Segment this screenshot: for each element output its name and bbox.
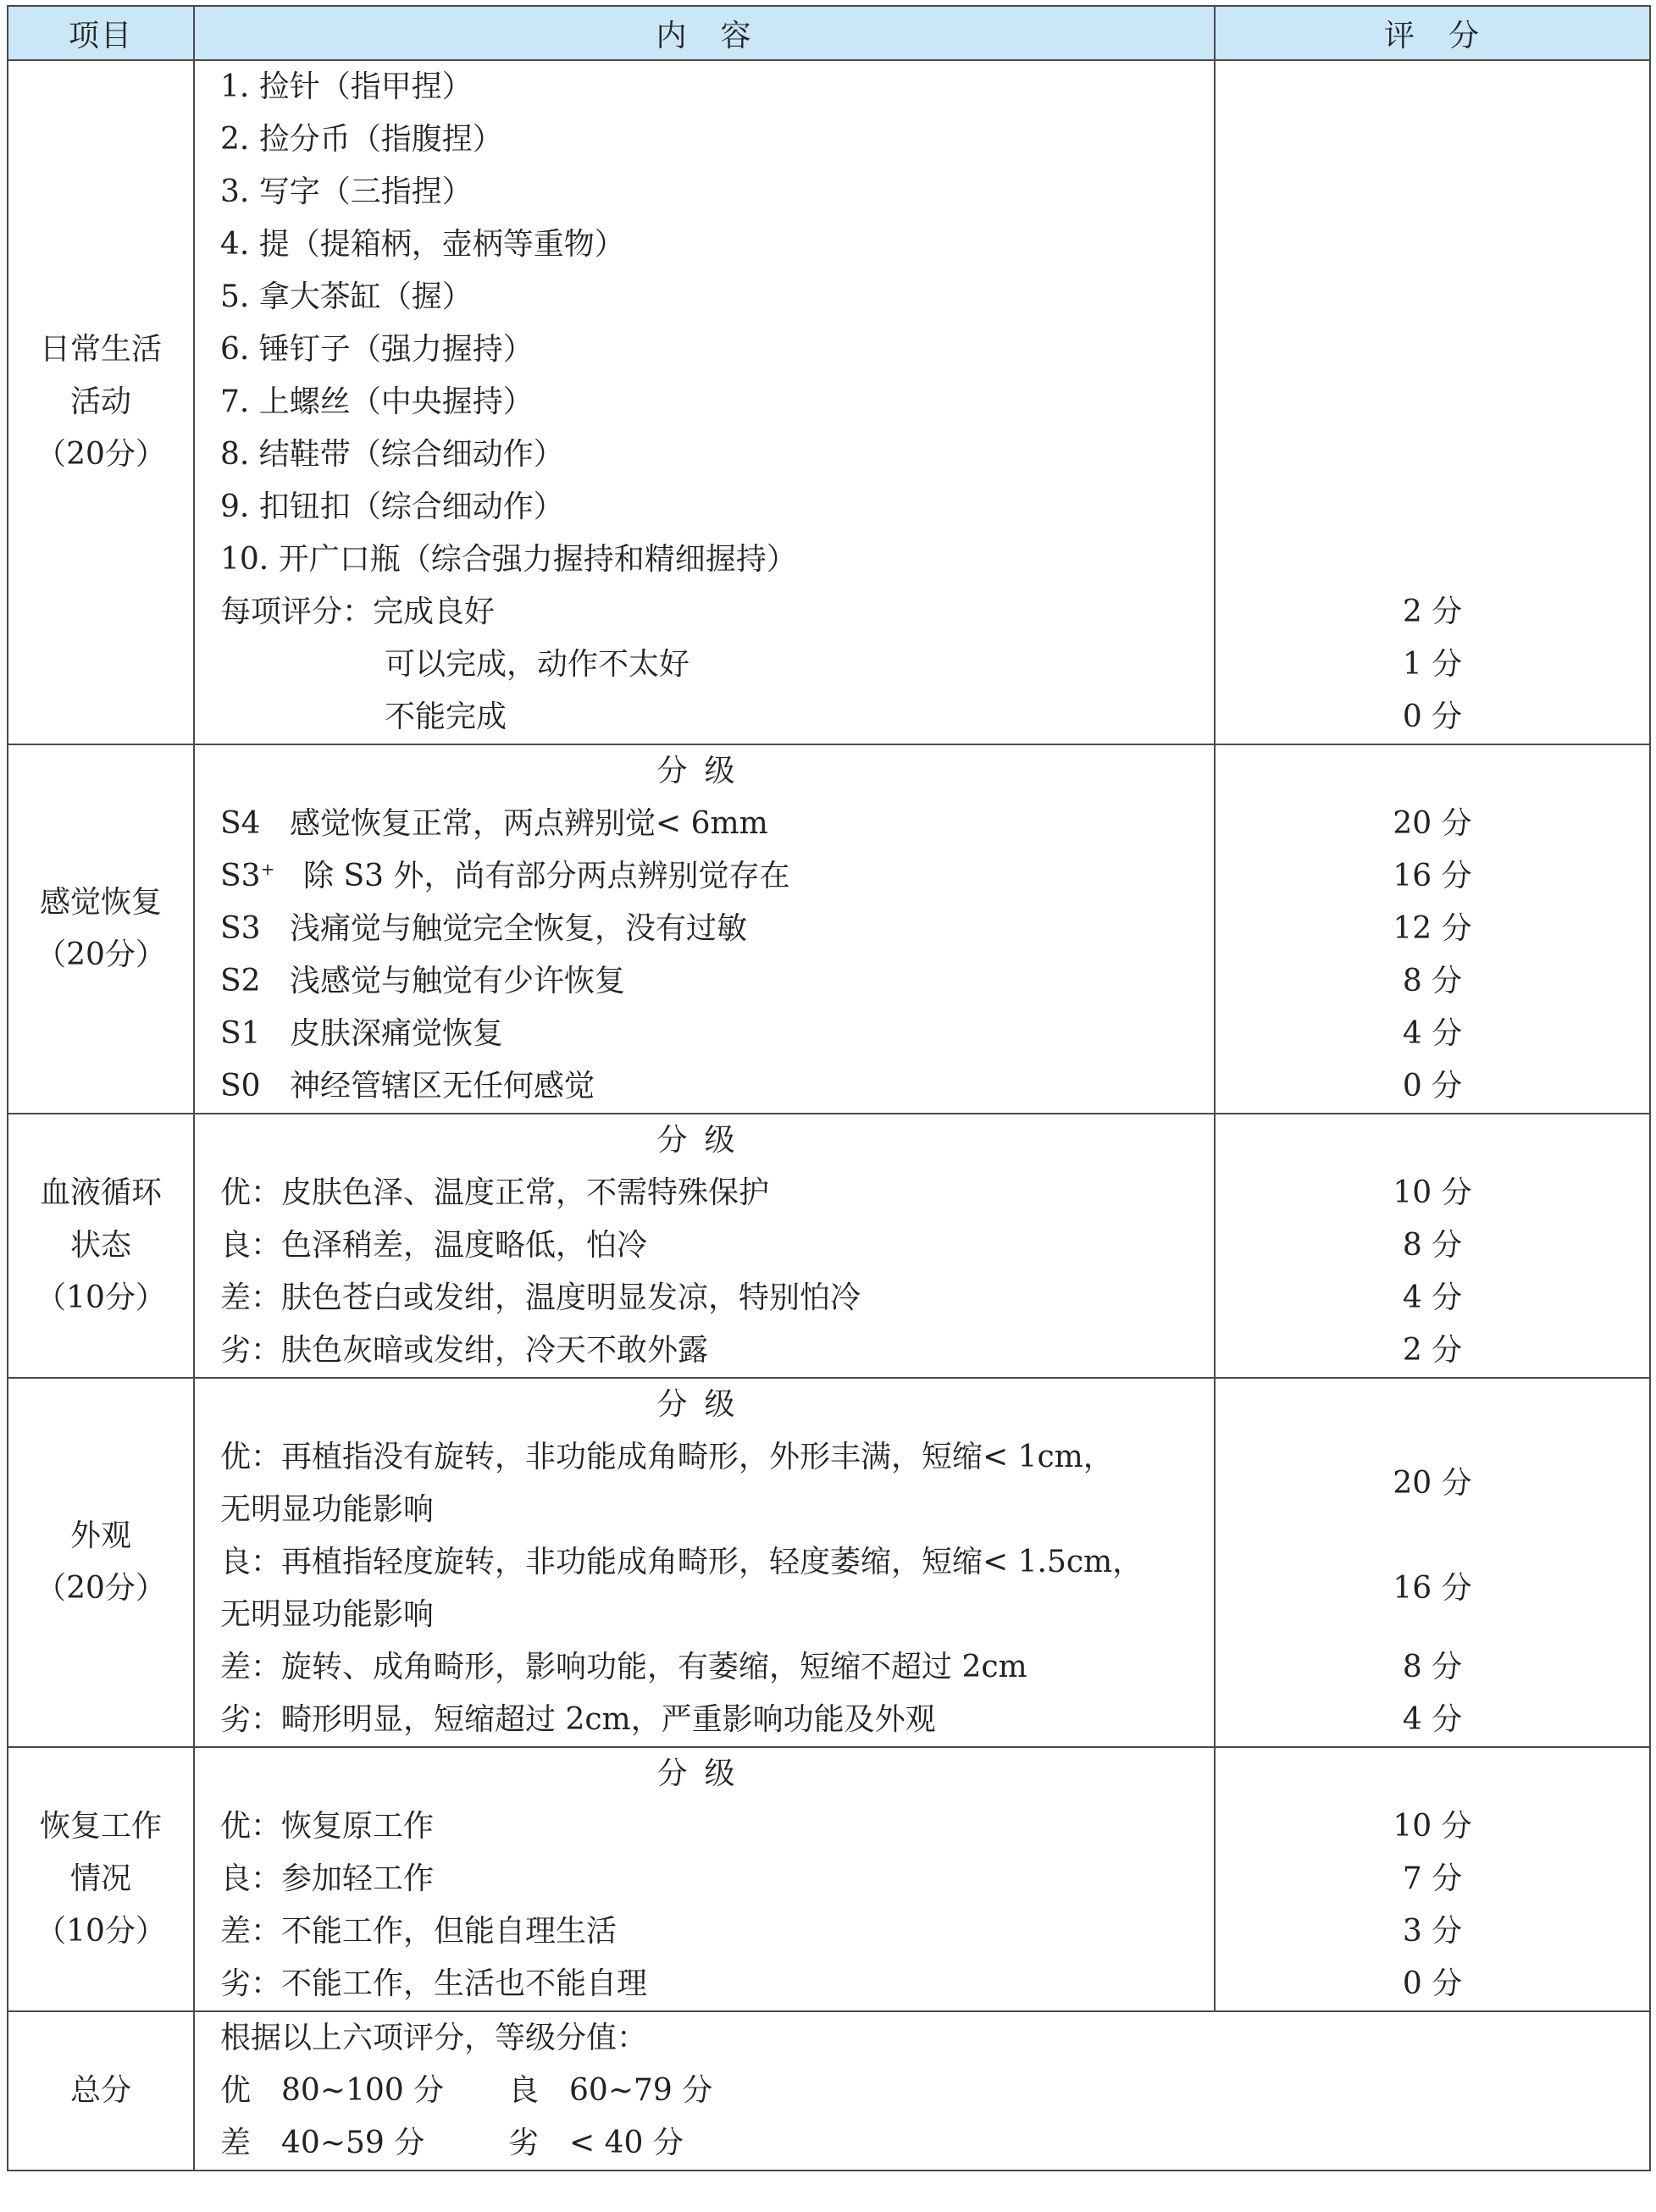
list-item: 6. 锤钉子（强力握持） xyxy=(220,332,534,367)
score-value: 8 分 xyxy=(1402,1650,1463,1684)
total-content xyxy=(194,2011,1650,2171)
header-score: 评 分 xyxy=(1215,6,1650,60)
list-item: 10. 开广口瓶（综合强力握持和精细握持） xyxy=(220,542,797,577)
list-item-continued: 无明显功能影响 xyxy=(220,1492,435,1527)
section-sensory xyxy=(8,744,1650,1114)
section-appearance xyxy=(8,1378,1650,1747)
grade-label: 分级 xyxy=(656,1123,752,1158)
score-value: 3 分 xyxy=(1402,1914,1463,1949)
appearance-content xyxy=(194,1378,1215,1747)
score-value: 2 分 xyxy=(1402,1333,1463,1368)
list-item: S1 皮肤深痛觉恢复 xyxy=(220,1016,504,1051)
score-value: 0 分 xyxy=(1402,1966,1463,2001)
category-circulation: 血液循环 状态 （10分） xyxy=(8,1114,194,1378)
grade-excellent: 优 80~100 分 xyxy=(220,2073,445,2108)
list-item-continued: 无明显功能影响 xyxy=(220,1597,435,1632)
list-item: 9. 扣钮扣（综合细动作） xyxy=(220,489,564,524)
list-item: 优：恢复原工作 xyxy=(220,1809,435,1844)
list-item: 3. 写字（三指捏） xyxy=(220,174,473,209)
section-daily-living xyxy=(8,60,1650,744)
list-item: 良：参加轻工作 xyxy=(220,1861,435,1896)
work-scores xyxy=(1215,1747,1650,2011)
category-total: 总分 xyxy=(8,2011,194,2171)
list-item: S4 感觉恢复正常，两点辨别觉< 6mm xyxy=(220,806,768,841)
list-item: 良：再植指轻度旋转，非功能成角畸形，轻度萎缩，短缩< 1.5cm， xyxy=(220,1545,1144,1579)
list-item: S3 浅痛觉与触觉完全恢复，没有过敏 xyxy=(220,911,748,946)
total-grades-row xyxy=(195,2117,1649,2170)
list-item: 优：皮肤色泽、温度正常，不需特殊保护 xyxy=(220,1175,770,1210)
score-value: 0 分 xyxy=(1402,700,1463,734)
sensory-scores xyxy=(1215,744,1650,1114)
list-item: S3+ 除 S3 外，尚有部分两点辨别觉存在 xyxy=(220,859,790,893)
grade-good: 良 60~79 分 xyxy=(508,2073,713,2108)
category-work: 恢复工作 情况 （10分） xyxy=(8,1747,194,2011)
score-value: 10 分 xyxy=(1393,1175,1472,1210)
score-value: 20 分 xyxy=(1393,1466,1472,1501)
list-item: 差：肤色苍白或发绀，温度明显发凉，特别怕冷 xyxy=(220,1280,861,1315)
list-item: 7. 上螺丝（中央握持） xyxy=(220,384,534,419)
rule-line: 每项评分：完成良好 xyxy=(220,594,496,629)
list-item: 劣：不能工作，生活也不能自理 xyxy=(220,1966,648,2001)
section-work xyxy=(8,1747,1650,2011)
list-item: 优：再植指没有旋转，非功能成角畸形，外形丰满，短缩< 1cm， xyxy=(220,1440,1114,1474)
list-item: 2. 捡分币（指腹捏） xyxy=(220,122,503,157)
list-item: S2 浅感觉与触觉有少许恢复 xyxy=(220,964,626,998)
work-content xyxy=(194,1747,1215,2011)
rule-line: 不能完成 xyxy=(385,700,507,734)
score-value: 8 分 xyxy=(1402,1228,1463,1263)
total-intro: 根据以上六项评分，等级分值： xyxy=(220,2021,648,2055)
score-value: 0 分 xyxy=(1402,1069,1463,1103)
score-value: 10 分 xyxy=(1393,1809,1472,1844)
header-item: 项目 xyxy=(8,6,194,60)
score-value: 8 分 xyxy=(1402,964,1463,998)
score-value: 2 分 xyxy=(1402,594,1463,629)
score-value: 20 分 xyxy=(1393,806,1472,841)
grade-bad: 劣 < 40 分 xyxy=(508,2126,684,2160)
daily-scores xyxy=(1215,60,1650,744)
score-value: 16 分 xyxy=(1393,1571,1472,1606)
grade-label: 分级 xyxy=(656,1756,752,1791)
list-item: 差：旋转、成角畸形，影响功能，有萎缩，短缩不超过 2cm xyxy=(220,1650,1027,1684)
sensory-content xyxy=(194,744,1215,1114)
section-circulation xyxy=(8,1114,1650,1378)
list-item: 劣：畸形明显，短缩超过 2cm，严重影响功能及外观 xyxy=(220,1702,936,1737)
grade-poor: 差 40~59 分 xyxy=(220,2126,425,2160)
circulation-scores xyxy=(1215,1114,1650,1378)
score-value: 4 分 xyxy=(1402,1016,1463,1051)
total-grades-row xyxy=(195,2065,1649,2117)
circulation-content xyxy=(194,1114,1215,1378)
list-item: 4. 提（提箱柄，壶柄等重物） xyxy=(220,227,625,262)
list-item: 差：不能工作，但能自理生活 xyxy=(220,1914,618,1949)
daily-content xyxy=(194,60,1215,744)
section-total xyxy=(8,2011,1650,2171)
grade-label: 分级 xyxy=(656,1387,752,1422)
category-sensory: 感觉恢复 （20分） xyxy=(8,744,194,1114)
list-item: S0 神经管辖区无任何感觉 xyxy=(220,1069,595,1103)
score-value: 16 分 xyxy=(1393,859,1472,893)
list-item: 5. 拿大茶缸（握） xyxy=(220,279,473,314)
evaluation-table xyxy=(7,5,1651,2171)
grade-label: 分级 xyxy=(656,754,752,788)
rule-line: 可以完成，动作不太好 xyxy=(385,647,690,682)
score-value: 4 分 xyxy=(1402,1280,1463,1315)
score-value: 12 分 xyxy=(1393,911,1472,946)
score-value: 4 分 xyxy=(1402,1702,1463,1737)
table-header-row xyxy=(8,6,1650,60)
score-value: 7 分 xyxy=(1402,1861,1463,1896)
appearance-scores xyxy=(1215,1378,1650,1747)
list-item: 良：色泽稍差，温度略低，怕冷 xyxy=(220,1228,648,1263)
score-value: 1 分 xyxy=(1402,647,1463,682)
list-item: 劣：肤色灰暗或发绀，冷天不敢外露 xyxy=(220,1333,709,1368)
category-daily-living: 日常生活 活动 （20分） xyxy=(8,60,194,744)
list-item: 8. 结鞋带（综合细动作） xyxy=(220,437,564,472)
category-appearance: 外观 （20分） xyxy=(8,1378,194,1747)
header-content: 内 容 xyxy=(194,6,1215,60)
list-item: 1. 捡针（指甲捏） xyxy=(220,69,473,104)
